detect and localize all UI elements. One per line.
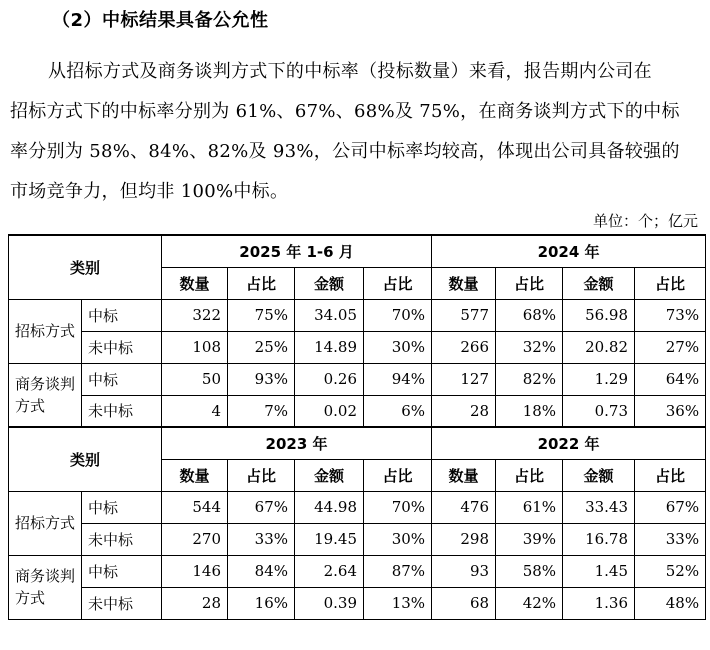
- method-label: 招标方式: [9, 491, 82, 555]
- table-cell: 64%: [635, 363, 706, 395]
- period-header-row: [9, 235, 706, 267]
- table-row: [9, 491, 706, 523]
- table-cell: 33.43: [563, 491, 635, 523]
- unit-note: 单位：个；亿元: [592, 212, 698, 230]
- body-paragraph: [10, 52, 700, 212]
- paragraph-line: 率分别为 58%、84%、82%及 93%，公司中标率均较高，体现出公司具备较强的: [10, 141, 680, 162]
- table-cell: 70%: [364, 491, 432, 523]
- category-header: 类别: [9, 427, 162, 491]
- table-cell: 82%: [496, 363, 563, 395]
- column-header: 金额: [563, 267, 635, 299]
- table-row: [9, 395, 706, 427]
- table-cell: 30%: [364, 331, 432, 363]
- table-cell: 1.29: [563, 363, 635, 395]
- table-cell: 68%: [496, 299, 563, 331]
- period-header-row: [9, 427, 706, 459]
- column-header: 占比: [364, 267, 432, 299]
- category-header: 类别: [9, 235, 162, 299]
- table-cell: 94%: [364, 363, 432, 395]
- table-cell: 0.26: [295, 363, 364, 395]
- table-cell: 28: [432, 395, 496, 427]
- paragraph-line: 市场竞争力，但均非 100%中标。: [10, 181, 289, 202]
- table-cell: 34.05: [295, 299, 364, 331]
- table-cell: 544: [162, 491, 228, 523]
- table-cell: 322: [162, 299, 228, 331]
- table-row: [9, 299, 706, 331]
- table-cell: 1.45: [563, 555, 635, 587]
- table-cell: 0.02: [295, 395, 364, 427]
- paragraph-line: 招标方式下的中标率分别为 61%、67%、68%及 75%，在商务谈判方式下的中标: [10, 101, 680, 122]
- table-cell: 73%: [635, 299, 706, 331]
- status-label: 未中标: [82, 331, 162, 363]
- table-cell: 50: [162, 363, 228, 395]
- column-header: 金额: [295, 459, 364, 491]
- table-cell: 298: [432, 523, 496, 555]
- table-cell: 0.73: [563, 395, 635, 427]
- status-label: 中标: [82, 555, 162, 587]
- column-header: 占比: [635, 459, 706, 491]
- table-cell: 52%: [635, 555, 706, 587]
- table-cell: 25%: [228, 331, 295, 363]
- method-label: 商务谈判方式: [9, 363, 82, 427]
- table-cell: 67%: [228, 491, 295, 523]
- status-label: 中标: [82, 363, 162, 395]
- period-header: 2025 年 1-6 月: [162, 235, 432, 267]
- table-cell: 18%: [496, 395, 563, 427]
- table-cell: 270: [162, 523, 228, 555]
- column-header: 数量: [162, 267, 228, 299]
- table-cell: 33%: [228, 523, 295, 555]
- table-cell: 16.78: [563, 523, 635, 555]
- period-header: 2023 年: [162, 427, 432, 459]
- table-cell: 36%: [635, 395, 706, 427]
- table-cell: 33%: [635, 523, 706, 555]
- table-cell: 39%: [496, 523, 563, 555]
- column-header: 占比: [496, 267, 563, 299]
- bid-results-table: [8, 234, 706, 620]
- table-cell: 67%: [635, 491, 706, 523]
- status-label: 中标: [82, 299, 162, 331]
- table-row: [9, 555, 706, 587]
- table-cell: 2.64: [295, 555, 364, 587]
- table-cell: 0.39: [295, 587, 364, 619]
- table-cell: 577: [432, 299, 496, 331]
- table-cell: 56.98: [563, 299, 635, 331]
- period-header: 2024 年: [432, 235, 706, 267]
- status-label: 未中标: [82, 395, 162, 427]
- table-cell: 48%: [635, 587, 706, 619]
- column-header: 数量: [162, 459, 228, 491]
- table-cell: 32%: [496, 331, 563, 363]
- table-cell: 19.45: [295, 523, 364, 555]
- status-label: 未中标: [82, 523, 162, 555]
- table-cell: 7%: [228, 395, 295, 427]
- table-cell: 14.89: [295, 331, 364, 363]
- column-header: 数量: [432, 459, 496, 491]
- column-header: 金额: [563, 459, 635, 491]
- table-cell: 70%: [364, 299, 432, 331]
- table-cell: 127: [432, 363, 496, 395]
- table-cell: 476: [432, 491, 496, 523]
- table-cell: 20.82: [563, 331, 635, 363]
- period-header: 2022 年: [432, 427, 706, 459]
- table-cell: 16%: [228, 587, 295, 619]
- table-cell: 84%: [228, 555, 295, 587]
- table-cell: 146: [162, 555, 228, 587]
- table-cell: 75%: [228, 299, 295, 331]
- table-cell: 93: [432, 555, 496, 587]
- column-header: 数量: [432, 267, 496, 299]
- table-cell: 28: [162, 587, 228, 619]
- column-header: 占比: [635, 267, 706, 299]
- table-cell: 93%: [228, 363, 295, 395]
- column-header: 占比: [228, 459, 295, 491]
- table-cell: 4: [162, 395, 228, 427]
- column-header: 占比: [228, 267, 295, 299]
- table-cell: 42%: [496, 587, 563, 619]
- paragraph-line: 从招标方式及商务谈判方式下的中标率（投标数量）来看，报告期内公司在: [48, 61, 652, 82]
- section-heading: （2）中标结果具备公允性: [52, 10, 269, 31]
- column-header: 占比: [364, 459, 432, 491]
- table-cell: 266: [432, 331, 496, 363]
- column-header: 金额: [295, 267, 364, 299]
- table-cell: 30%: [364, 523, 432, 555]
- column-header: 占比: [496, 459, 563, 491]
- method-label: 招标方式: [9, 299, 82, 363]
- table-row: [9, 331, 706, 363]
- table-cell: 58%: [496, 555, 563, 587]
- status-label: 中标: [82, 491, 162, 523]
- table-cell: 87%: [364, 555, 432, 587]
- table-cell: 68: [432, 587, 496, 619]
- table-cell: 27%: [635, 331, 706, 363]
- table-row: [9, 363, 706, 395]
- table-row: [9, 587, 706, 619]
- table-cell: 6%: [364, 395, 432, 427]
- table-cell: 44.98: [295, 491, 364, 523]
- status-label: 未中标: [82, 587, 162, 619]
- method-label: 商务谈判方式: [9, 555, 82, 619]
- table-cell: 1.36: [563, 587, 635, 619]
- table-cell: 61%: [496, 491, 563, 523]
- table-cell: 13%: [364, 587, 432, 619]
- table-row: [9, 523, 706, 555]
- table-cell: 108: [162, 331, 228, 363]
